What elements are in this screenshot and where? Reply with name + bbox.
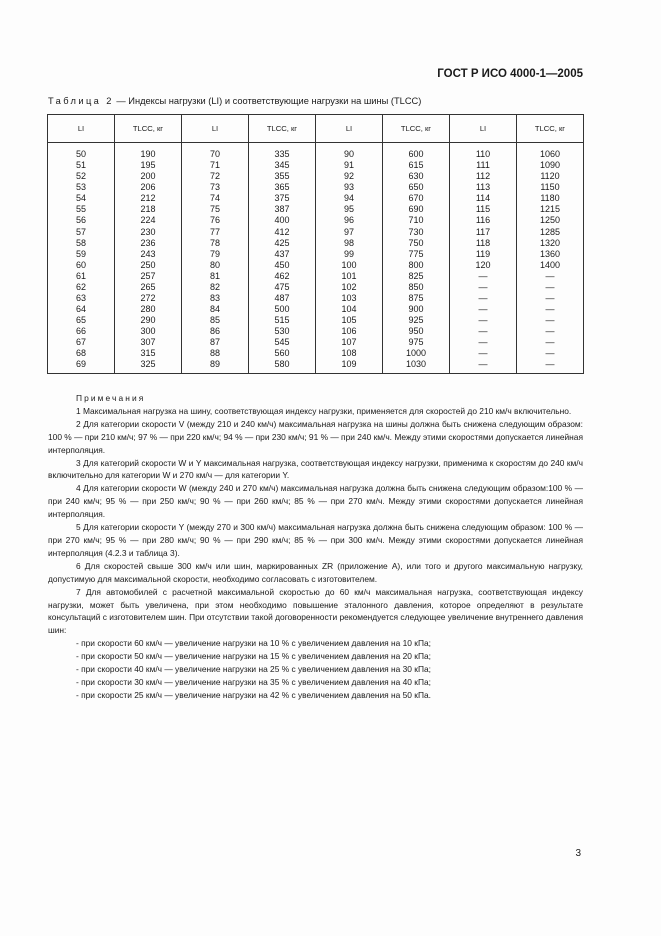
table-caption [48,96,421,106]
table-cell: — [517,315,584,326]
table-cell: 425 [249,238,316,249]
table-cell: 60 [48,260,115,271]
table-cell: 1120 [517,171,584,182]
table-cell: 272 [115,293,182,304]
table-cell: — [450,315,517,326]
table-cell: 66 [48,326,115,337]
table-cell: 84 [182,304,249,315]
table-caption-text: — Индексы нагрузки (LI) и соответствующие нагрузки на шины (TLCC) [113,96,422,106]
table-cell: 70 [182,143,249,161]
table-cell: 200 [115,171,182,182]
table-cell: 1000 [383,348,450,359]
table-cell: 79 [182,249,249,260]
notes-dash-list [48,637,583,702]
table-cell: 87 [182,337,249,348]
table-cell: 300 [115,326,182,337]
table-cell: 250 [115,260,182,271]
table-cell: 900 [383,304,450,315]
table-cell: 120 [450,260,517,271]
table-cell: 487 [249,293,316,304]
table-cell: 775 [383,249,450,260]
column-header: LI [316,115,383,143]
table-row [48,160,584,171]
table-cell: 58 [48,238,115,249]
table-cell: 117 [450,227,517,238]
table-cell: 89 [182,359,249,373]
table-cell: 98 [316,238,383,249]
notes-title: Примечания [76,393,146,403]
table-caption-label: Таблица 2 [48,96,114,106]
table-cell: 56 [48,215,115,226]
table-cell: 110 [450,143,517,161]
table-cell: 91 [316,160,383,171]
table-cell: 730 [383,227,450,238]
table-cell: 81 [182,271,249,282]
table-cell: 355 [249,171,316,182]
table-cell: 1400 [517,260,584,271]
table-row [48,215,584,226]
note-paragraph: 1 Максимальная нагрузка на шину, соответствующая индексу нагрузки, применяется для скоростей до 210 км/ч включительно. [76,405,572,416]
table-cell: 1030 [383,359,450,373]
table-cell: — [450,271,517,282]
table-cell: 345 [249,160,316,171]
column-header: LI [450,115,517,143]
table-cell: — [450,304,517,315]
table-row [48,171,584,182]
table-cell: 1250 [517,215,584,226]
table-cell: 307 [115,337,182,348]
table-cell: 83 [182,293,249,304]
table-cell: 72 [182,171,249,182]
table-row [48,204,584,215]
table-cell: 615 [383,160,450,171]
table-cell: 59 [48,249,115,260]
table-cell: 500 [249,304,316,315]
table-cell: 218 [115,204,182,215]
note-paragraph: 5 Для категории скорости Y (между 270 и 300 км/ч) максимальная нагрузка должна быть снижена следующим образом: 100 % — при 270 км/ч; 95 % — при 280 км/ч; 90 % — при 290 км/ч; 85 % — при 300 км/ч. Между этими скоростями допускается линейная интерполяция (4.2.3 и таблица 3). [48,522,583,558]
table-row [48,227,584,238]
note-paragraph: 4 Для категории скорости W (между 240 и 270 км/ч) максимальная нагрузка должна быть снижена следующим образом:100 % — при 240 км/ч; 95 % — при 250 км/ч; 90 % — при 260 км/ч; 85 % — при 270 км/ч. Между этими скоростями допускается линейная интерполяция. [48,483,583,520]
note-dash-item: - при скорости 25 км/ч — увеличение нагрузки на 42 % с увеличением давления на 50 кПа. [76,689,431,700]
table-cell: 212 [115,193,182,204]
table-cell: — [450,282,517,293]
table-cell: — [450,293,517,304]
table-row [48,304,584,315]
table-cell: 76 [182,215,249,226]
column-header: TLCC, кг [249,115,316,143]
table-cell: 94 [316,193,383,204]
column-header: LI [182,115,249,143]
column-header: LI [48,115,115,143]
table-cell: 325 [115,359,182,373]
table-cell: 80 [182,260,249,271]
table-cell: — [517,348,584,359]
table-cell: 62 [48,282,115,293]
table-cell: 670 [383,193,450,204]
table-row [48,271,584,282]
page-number: 3 [575,848,581,859]
table-cell: 315 [115,348,182,359]
table-cell: 77 [182,227,249,238]
table-cell: 73 [182,182,249,193]
table-cell: — [450,359,517,373]
table-cell: 710 [383,215,450,226]
table-cell: 65 [48,315,115,326]
note-dash-item: - при скорости 40 км/ч — увеличение нагрузки на 25 % с увеличением давления на 30 кПа; [76,664,431,675]
table-cell: 108 [316,348,383,359]
table-cell: 515 [249,315,316,326]
table-cell: 850 [383,282,450,293]
table-cell: 90 [316,143,383,161]
table-cell: 100 [316,260,383,271]
table-cell: 109 [316,359,383,373]
table-row [48,260,584,271]
table-row [48,348,584,359]
table-cell: 475 [249,282,316,293]
table-cell: — [450,337,517,348]
table-cell: 99 [316,249,383,260]
table-cell: 115 [450,204,517,215]
table-cell: 96 [316,215,383,226]
table-row [48,359,584,373]
column-header: TLCC, кг [517,115,584,143]
table-cell: 450 [249,260,316,271]
table-cell: 1180 [517,193,584,204]
table-cell: 86 [182,326,249,337]
table-row [48,182,584,193]
column-header: TLCC, кг [115,115,182,143]
table-cell: 530 [249,326,316,337]
table-cell: 106 [316,326,383,337]
table-row [48,143,584,161]
table-cell: — [517,293,584,304]
table-cell: 560 [249,348,316,359]
table-row [48,315,584,326]
table-cell: 97 [316,227,383,238]
table-cell: 116 [450,215,517,226]
table-cell: — [517,304,584,315]
table-cell: 64 [48,304,115,315]
table-cell: 950 [383,326,450,337]
table-cell: 1285 [517,227,584,238]
table-cell: 50 [48,143,115,161]
table-cell: 1215 [517,204,584,215]
table-cell: 230 [115,227,182,238]
table-cell: 387 [249,204,316,215]
table-cell: 1150 [517,182,584,193]
table-cell: 206 [115,182,182,193]
table-row [48,282,584,293]
table-cell: 63 [48,293,115,304]
table-cell: 85 [182,315,249,326]
table-cell: 102 [316,282,383,293]
table-cell: 95 [316,204,383,215]
table-cell: 265 [115,282,182,293]
table-header-row [48,115,584,143]
table-cell: 52 [48,171,115,182]
table-cell: 51 [48,160,115,171]
table-cell: 236 [115,238,182,249]
notes-section [48,392,583,702]
table-cell: 630 [383,171,450,182]
table-cell: 825 [383,271,450,282]
table-cell: 400 [249,215,316,226]
note-paragraph: 6 Для скоростей свыше 300 км/ч или шин, маркированных ZR (приложение А), или того и другого максимальную нагрузку, допустимую для максимальной скорости, необходимо согласовать с изготовителем. [48,560,583,584]
table-cell: 69 [48,359,115,373]
table-cell: 113 [450,182,517,193]
load-index-table [47,114,584,374]
table-cell: 925 [383,315,450,326]
table-cell: — [517,337,584,348]
table-row [48,249,584,260]
table-cell: 290 [115,315,182,326]
table-row [48,326,584,337]
table-body [48,143,584,374]
document-id: ГОСТ Р ИСО 4000-1—2005 [437,68,583,80]
table-row [48,293,584,304]
table-cell: 101 [316,271,383,282]
table-cell: — [517,359,584,373]
table-cell: 1360 [517,249,584,260]
table-cell: 750 [383,238,450,249]
notes-paragraphs [48,405,583,637]
table-row [48,238,584,249]
table-cell: 580 [249,359,316,373]
table-cell: 114 [450,193,517,204]
table-cell: — [450,348,517,359]
table-cell: — [517,271,584,282]
table-cell: 875 [383,293,450,304]
table-cell: 280 [115,304,182,315]
column-header: TLCC, кг [383,115,450,143]
table-cell: 111 [450,160,517,171]
table-cell: 1090 [517,160,584,171]
table-cell: 412 [249,227,316,238]
table-cell: 112 [450,171,517,182]
table-cell: 104 [316,304,383,315]
table-cell: 118 [450,238,517,249]
table-cell: 103 [316,293,383,304]
table-cell: 105 [316,315,383,326]
table-cell: 195 [115,160,182,171]
table-cell: 375 [249,193,316,204]
note-dash-item: - при скорости 30 км/ч — увеличение нагрузки на 35 % с увеличением давления на 40 кПа; [76,676,431,687]
table-cell: — [517,326,584,337]
note-paragraph: 7 Для автомобилей с расчетной максимальной скоростью до 60 км/ч максимальная нагрузка, соответствующая индексу нагрузки, может быть увеличена, при этом необходимо повышение эталонного давления, которое определяют в результате консультаций с изготовителем шин. При отсутствии такой договоренности рекомендуется следующее увеличение внутреннего давления шин: [48,586,583,636]
table-cell: 545 [249,337,316,348]
table-cell: 119 [450,249,517,260]
table-cell: 243 [115,249,182,260]
table-cell: 75 [182,204,249,215]
table-cell: 335 [249,143,316,161]
table-cell: 1320 [517,238,584,249]
table-cell: 600 [383,143,450,161]
note-paragraph: 3 Для категорий скорости W и Y максимальная нагрузка, соответствующая индексу нагрузки, применима к скоростям до 240 км/ч включительно для категории W и 270 км/ч — для категории Y. [48,457,583,481]
note-paragraph: 2 Для категории скорости V (между 210 и 240 км/ч) максимальная нагрузка на шины должна быть снижена следующим образом: 100 % — при 210 км/ч; 97 % — при 220 км/ч; 94 % — при 230 км/ч; 91 % — при 240 км/ч. Между этими скоростями допускается линейная интерполяция. [48,418,583,455]
table-cell: 67 [48,337,115,348]
table-cell: 68 [48,348,115,359]
table-cell: 190 [115,143,182,161]
table-cell: 71 [182,160,249,171]
table-cell: 437 [249,249,316,260]
table-cell: 93 [316,182,383,193]
table-cell: 92 [316,171,383,182]
table-cell: 74 [182,193,249,204]
note-dash-item: - при скорости 60 км/ч — увеличение нагрузки на 10 % с увеличением давления на 10 кПа; [76,638,431,649]
table-cell: — [517,282,584,293]
table-cell: 55 [48,204,115,215]
table-cell: 462 [249,271,316,282]
table-cell: 57 [48,227,115,238]
table-cell: 88 [182,348,249,359]
table-cell: 54 [48,193,115,204]
table-cell: 53 [48,182,115,193]
table-cell: 224 [115,215,182,226]
table-cell: 1060 [517,143,584,161]
table-cell: 82 [182,282,249,293]
table-cell: 61 [48,271,115,282]
table-row [48,337,584,348]
table-cell: — [450,326,517,337]
table-cell: 107 [316,337,383,348]
table-cell: 365 [249,182,316,193]
table-cell: 78 [182,238,249,249]
table-cell: 690 [383,204,450,215]
note-dash-item: - при скорости 50 км/ч — увеличение нагрузки на 15 % с увеличением давления на 20 кПа; [76,651,431,662]
table-cell: 975 [383,337,450,348]
table-row [48,193,584,204]
table-cell: 650 [383,182,450,193]
table-cell: 257 [115,271,182,282]
table-cell: 800 [383,260,450,271]
